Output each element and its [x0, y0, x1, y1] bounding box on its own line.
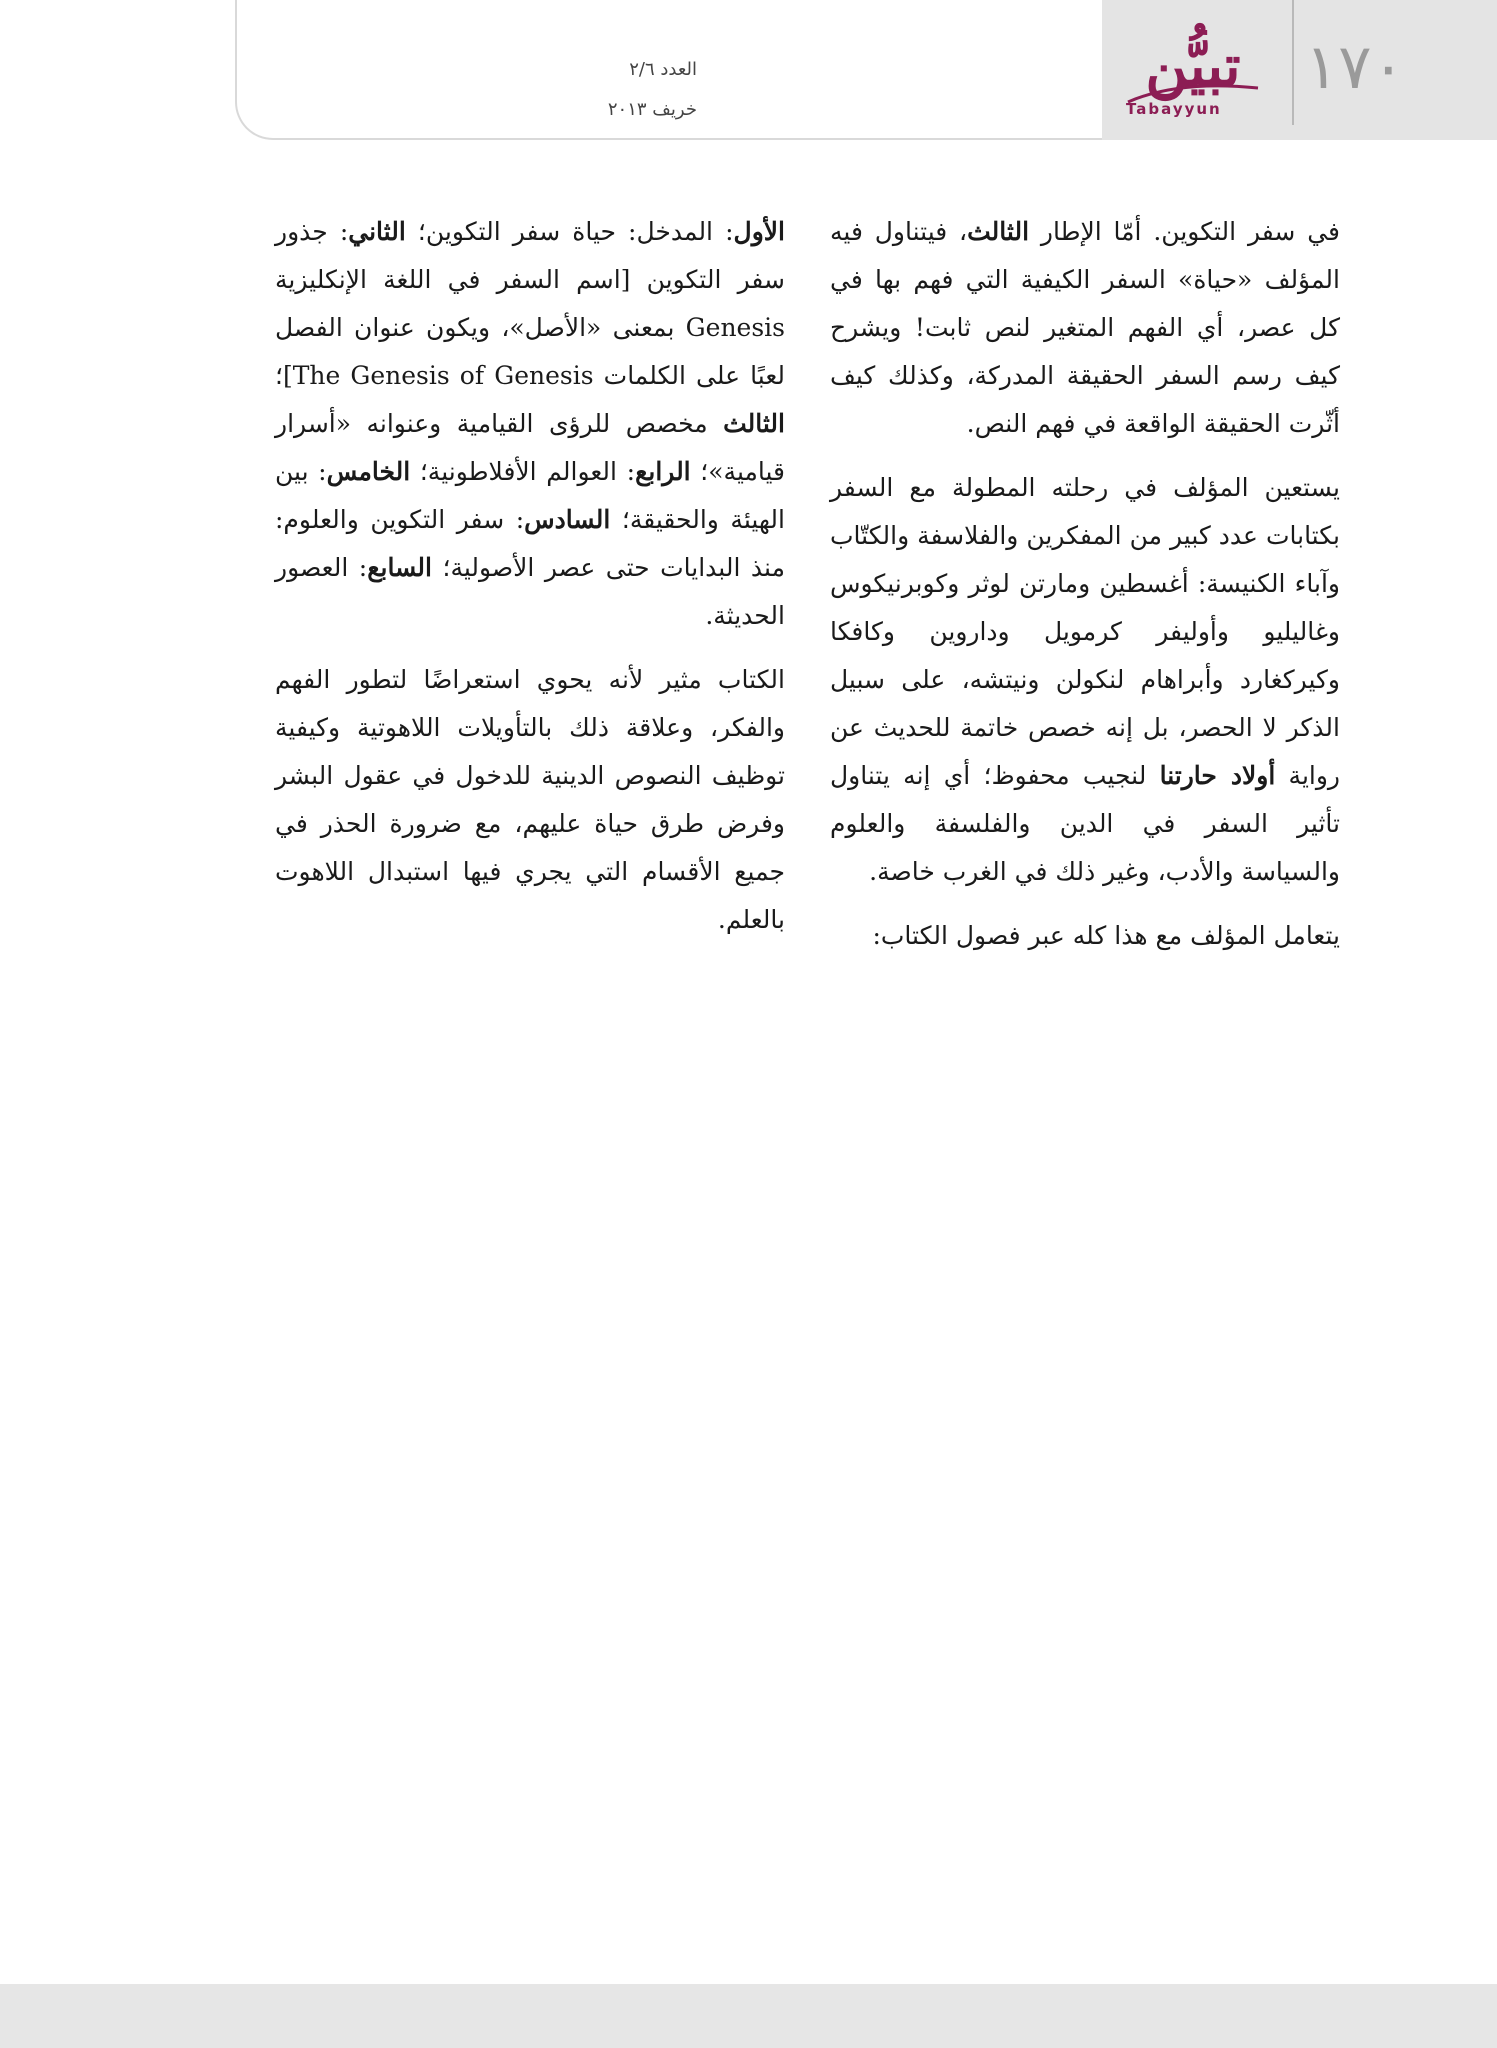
text-run: : جذور سفر التكوين [اسم السفر في اللغة الإنكليزية Genesis بمعنى «الأصل»، ويكون عنوان الفصل لعبًا على الكلمات The Genesis of Genesis]؛	[275, 217, 785, 390]
text-run: لنجيب محفوظ؛ أي إنه يتناول تأثير السفر في الدين والفلسفة والعلوم والسياسة والأدب، وغير ذلك في الغرب خاصة.	[830, 761, 1340, 886]
paragraph: الكتاب مثير لأنه يحوي استعراضًا لتطور الفهم والفكر، وعلاقة ذلك بالتأويلات اللاهوتية وكيفية توظيف النصوص الدينية للدخول في عقول البشر وفرض طرق حياة عليهم، مع ضرورة الحذر في جميع الأقسام التي يجري فيها استبدال اللاهوت بالعلم.	[275, 665, 785, 934]
logo-arabic-text: تبيُّن	[1145, 32, 1241, 100]
text-run: : بين الهيئة والحقيقة؛	[275, 457, 785, 534]
paragraph	[830, 208, 1340, 448]
page-number: ١٧٠	[1305, 30, 1405, 103]
tabayyun-logo	[1118, 34, 1268, 124]
text-run: : المدخل: حياة سفر التكوين؛	[405, 217, 734, 246]
issue-number: العدد ٢/٦	[629, 59, 697, 80]
bold-term: أولاد حارتنا	[1159, 761, 1276, 790]
chapters-paragraph	[275, 208, 785, 640]
issue-season: خريف ٢٠١٣	[607, 99, 697, 120]
bold-term: الأول	[733, 217, 785, 246]
bold-term: الثالث	[967, 217, 1030, 246]
header-divider	[1292, 0, 1294, 125]
text-run: : سفر التكوين والعلوم: منذ البدايات حتى عصر الأصولية؛	[275, 505, 785, 582]
text-run: ، فيتناول فيه المؤلف «حياة» السفر الكيفية التي فهم بها في كل عصر، أي الفهم المتغير لنص ثابت! ويشرح كيف رسم السفر الحقيقة المدركة، وكذلك كيف أثّرت الحقيقة الواقعة في فهم النص.	[830, 217, 1340, 438]
issue-info	[497, 50, 697, 130]
bold-term: الرابع	[635, 457, 691, 486]
bold-term: الثالث	[723, 409, 785, 438]
right-column	[830, 208, 1340, 976]
bold-term: الخامس	[326, 457, 411, 486]
bold-term: الثاني	[348, 217, 406, 246]
footer-band	[0, 1984, 1497, 2048]
text-run: يستعين المؤلف في رحلته المطولة مع السفر بكتابات عدد كبير من المفكرين والفلاسفة والكتّاب وآباء الكنيسة: أغسطين ومارتن لوثر وكوبرنيكوس وغاليليو وأوليفر كرمويل وداروين وكافكا وكيركغارد وأبراهام لنكولن ونيتشه، على سبيل الذكر لا الحصر، بل إنه خصص خاتمة للحديث عن رواية	[830, 473, 1340, 790]
text-run: : العصور الحديثة.	[275, 553, 785, 630]
text-run: مخصص للرؤى القيامية وعنوانه «أسرار قيامية»؛	[275, 409, 785, 486]
paragraph: يتعامل المؤلف مع هذا كله عبر فصول الكتاب:	[872, 921, 1340, 950]
bold-term: السادس	[524, 505, 611, 534]
bold-term: السابع	[367, 553, 432, 582]
left-column	[275, 208, 785, 960]
paragraph	[830, 464, 1340, 896]
text-run: في سفر التكوين. أمّا الإطار	[1029, 217, 1340, 246]
text-run: : العوالم الأفلاطونية؛	[410, 457, 636, 486]
logo-latin-text: Tabayyun	[1126, 100, 1222, 118]
